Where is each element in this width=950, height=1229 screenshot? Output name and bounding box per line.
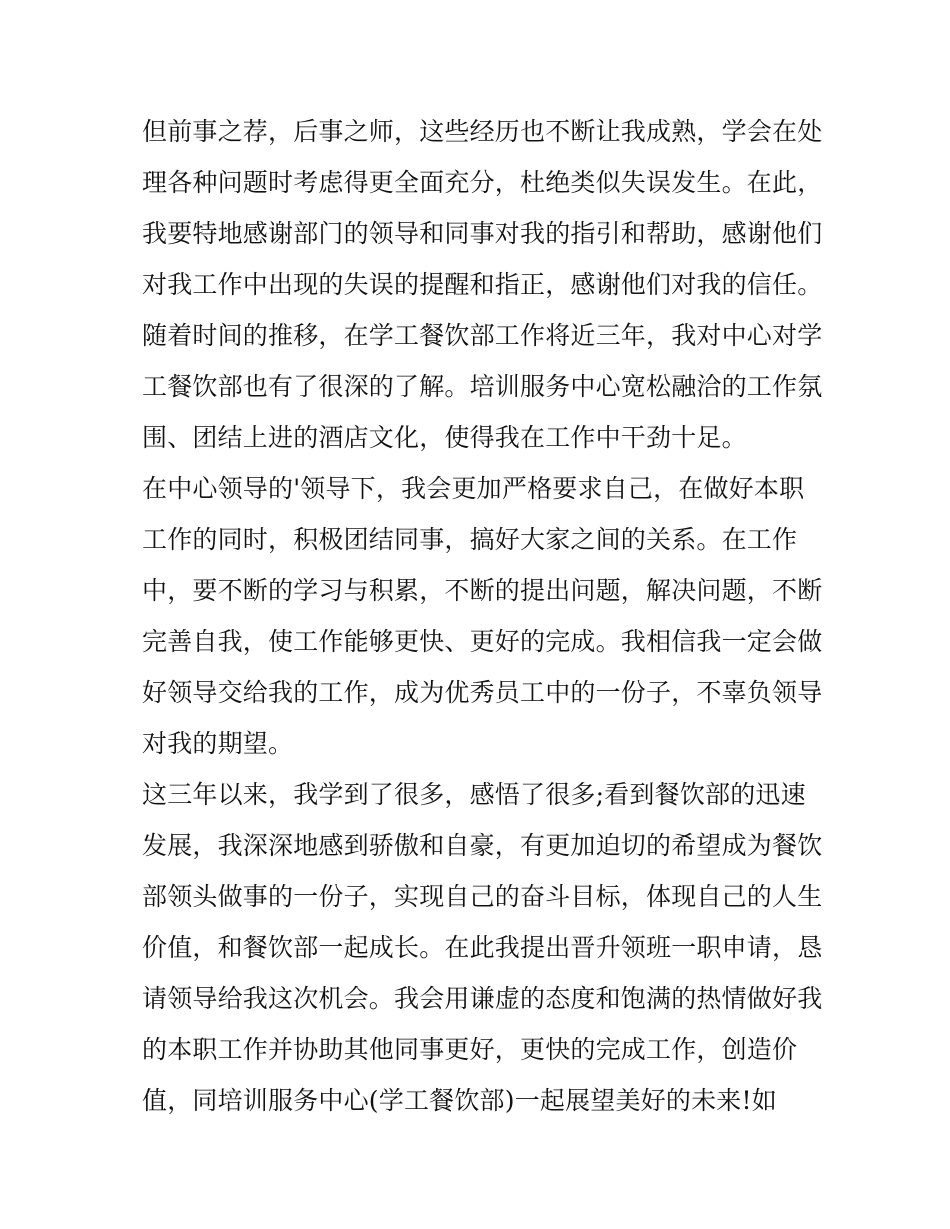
text-line: 但前事之荐，后事之师，这些经历也不断让我成熟，学会在处 xyxy=(142,117,823,146)
text-line: 部领头做事的一份子，实现自己的奋斗目标，体现自己的人生 xyxy=(142,882,823,911)
text-line: 对我工作中出现的失误的提醒和指正，感谢他们对我的信任。 xyxy=(142,270,823,299)
text-line: 价值，和餐饮部一起成长。在此我提出晋升领班一职申请，恳 xyxy=(142,933,823,962)
text-line: 完善自我，使工作能够更快、更好的完成。我相信我一定会做 xyxy=(142,627,823,656)
text-line: 值，同培训服务中心(学工餐饮部)一起展望美好的未来!如 xyxy=(142,1086,777,1115)
text-line: 随着时间的推移，在学工餐饮部工作将近三年，我对中心对学 xyxy=(142,321,823,350)
text-line: 我要特地感谢部门的领导和同事对我的指引和帮助，感谢他们 xyxy=(142,219,823,248)
text-line: 工餐饮部也有了很深的了解。培训服务中心宽松融洽的工作氛 xyxy=(142,372,823,401)
document-body xyxy=(142,106,822,1126)
text-line: 理各种问题时考虑得更全面充分，杜绝类似失误发生。在此， xyxy=(142,168,823,197)
text-line: 这三年以来，我学到了很多，感悟了很多;看到餐饮部的迅速 xyxy=(142,780,806,809)
text-line: 在中心领导的'领导下，我会更加严格要求自己，在做好本职 xyxy=(142,474,805,503)
text-line: 好领导交给我的工作，成为优秀员工中的一份子，不辜负领导 xyxy=(142,678,823,707)
text-line: 围、团结上进的酒店文化，使得我在工作中干劲十足。 xyxy=(142,423,747,452)
text-line: 的本职工作并协助其他同事更好，更快的完成工作，创造价 xyxy=(142,1035,798,1064)
text-line: 对我的期望。 xyxy=(142,729,294,758)
text-line: 中，要不断的学习与积累，不断的提出问题，解决问题，不断 xyxy=(142,576,823,605)
text-line: 发展，我深深地感到骄傲和自豪，有更加迫切的希望成为餐饮 xyxy=(142,831,823,860)
text-line: 请领导给我这次机会。我会用谦虚的态度和饱满的热情做好我 xyxy=(142,984,823,1013)
text-line: 工作的同时，积极团结同事，搞好大家之间的关系。在工作 xyxy=(142,525,798,554)
